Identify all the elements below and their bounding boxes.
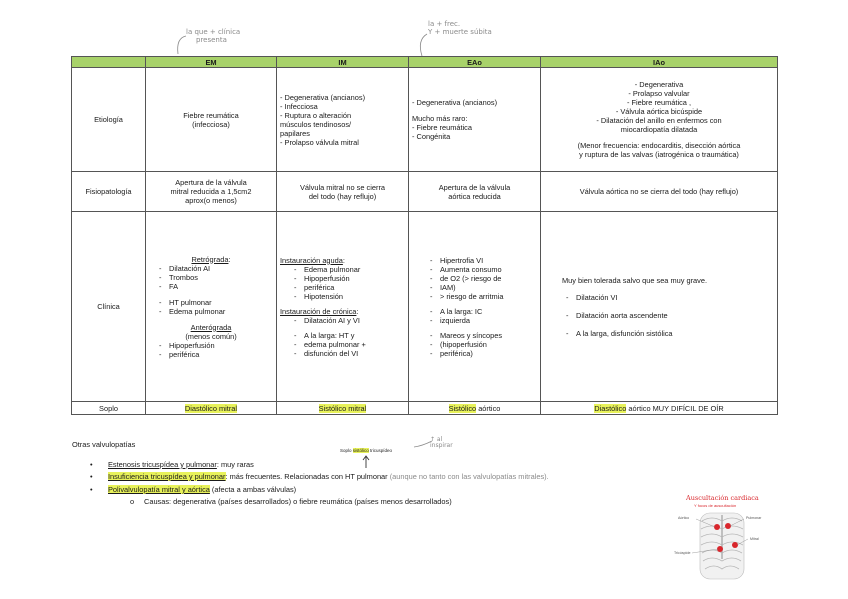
bullet-icon: • (90, 460, 93, 469)
list-item: - Dilatación AI y VI (290, 316, 405, 325)
soplo-eao: Sistólico aórtico (409, 402, 541, 415)
list-item: - Dilatación aorta ascendente (562, 311, 774, 320)
list-item: - Edema pulmonar (290, 265, 405, 274)
label-mitral: Mitral (750, 537, 759, 541)
eao-note: la + frec. Y + muerte súbita (428, 20, 492, 36)
list-item: - HT pulmonar (155, 298, 273, 307)
list-item: - Edema pulmonar (155, 307, 273, 316)
valvulopathy-table (71, 56, 778, 415)
row-fisiopatologia (72, 172, 778, 212)
row-label-clinica: Clínica (72, 212, 146, 402)
label-pulmonar: Pulmonar (746, 516, 762, 520)
row-etiologia (72, 68, 778, 172)
list-item: - Dilatación AI (155, 264, 273, 273)
row-label-etiologia: Etiología (72, 68, 146, 172)
otras-sub-item: o Causas: degenerativa (países desarrollados) o fiebre reumática (países menos desarrollados) (130, 497, 452, 506)
clinica-eao: - Hipertrofia VI - Aumenta consumo - de O2 (> riesgo de - IAM) - > riesgo de arritmia - A la larga: IC - izquierda - Mareos y síncopes - (hipoperfusión - periférica) (409, 212, 541, 402)
soplo-em: Diastólico mitral (146, 402, 277, 415)
etiologia-em: Fiebre reumática (infecciosa) (146, 68, 277, 172)
figure-subtitle: Y focos de auscultación (694, 503, 737, 508)
otras-item-3: • Polivalvulopatía mitral y aórtica (afecta a ambas válvulas) (90, 485, 297, 494)
otras-item-2: • Insuficiencia tricuspídea y pulmonar: más frecuentes. Relacionadas con HT pulmonar (aunque no tanto con las valvulopatías mitrales). (90, 472, 549, 481)
list-item: - Aumenta consumo (426, 265, 537, 274)
row-label-soplo: Soplo (72, 402, 146, 415)
row-soplo (72, 402, 778, 415)
otras-title: Otras valvulopatías (72, 440, 136, 449)
header-em: EM (146, 57, 277, 68)
clinica-iao: Muy bien tolerada salvo que sea muy grave. - Dilatación VI - Dilatación aorta ascendente - A la larga, disfunción sistólica (541, 212, 778, 402)
header-row (72, 57, 778, 68)
soplo-tricuspideo: Soplo sistólico tricuspídeo (340, 448, 393, 453)
otras-item-1: • Estenosis tricuspídea y pulmonar: muy raras (90, 460, 254, 469)
list-item: - Hipertrofia VI (426, 256, 537, 265)
soplo-im: Sistólico mitral (277, 402, 409, 415)
soplo-iao: Diastólico aórtico MUY DIFÍCIL DE OÍR (541, 402, 778, 415)
list-item: - Mareos y síncopes (426, 331, 537, 340)
auscultation-figure (672, 491, 772, 583)
etiologia-im: - Degenerativa (ancianos) - Infecciosa - Ruptura o alteración músculos tendinosos/ papilares - Prolapso válvula mitral (277, 68, 409, 172)
list-item: - A la larga: HT y (290, 331, 405, 340)
list-item: - > riesgo de arritmia (426, 292, 537, 301)
fisio-em: Apertura de la válvula mitral reducida a 1,5cm2 aprox(o menos) (146, 172, 277, 212)
clinica-em: Retrógrada: - Dilatación AI - Trombos - FA - HT pulmonar - Edema pulmonar Anterógrada (menos común) - Hipoperfusión - periférica (146, 212, 277, 402)
list-item: - Hipotensión (290, 292, 405, 301)
up-arrow-icon (362, 455, 370, 469)
clinica-im: Instauración aguda: - Edema pulmonar - Hipoperfusión - periférica - Hipotensión Instauración de crónica: - Dilatación AI y VI - A la larga: HT y - edema pulmonar + - disfunción del VI (277, 212, 409, 402)
ribcage-illustration (672, 509, 772, 583)
header-blank (72, 57, 146, 68)
insp-note: ↑ al inspirar (430, 436, 453, 449)
list-item: - Hipoperfusión (290, 274, 405, 283)
list-item: - A la larga, disfunción sistólica (562, 329, 774, 338)
header-eao: EAo (409, 57, 541, 68)
etiologia-eao: - Degenerativa (ancianos) Mucho más raro: - Fiebre reumática - Congénita (409, 68, 541, 172)
circle-bullet-icon: o (130, 497, 135, 506)
header-iao: IAo (541, 57, 778, 68)
eao-note-arrow (414, 32, 430, 58)
fisio-iao: Válvula aórtica no se cierra del todo (hay reflujo) (541, 172, 778, 212)
list-item: - Hipoperfusión (155, 341, 273, 350)
etiologia-iao: - Degenerativa - Prolapso valvular - Fiebre reumática , - Válvula aórtica bicúspide - Dilatación del anillo en enfermos con miocardiopatía dilatada (Menor frecuencia: endocarditis, disección aórtica y ruptura de las valvas (iatrogénica o traumática) (541, 68, 778, 172)
list-item: - FA (155, 282, 273, 291)
bullet-icon: • (90, 472, 93, 481)
label-aortico: Aórtico (678, 516, 690, 520)
header-im: IM (277, 57, 409, 68)
figure-title: Auscultación cardiaca (686, 494, 759, 502)
em-note: la que + clínica presenta (186, 28, 241, 44)
bullet-icon: • (90, 485, 93, 494)
list-item: - Trombos (155, 273, 273, 282)
fisio-eao: Apertura de la válvula aórtica reducida (409, 172, 541, 212)
list-item: - Dilatación VI (562, 293, 774, 302)
row-label-fisiopatologia: Fisiopatología (72, 172, 146, 212)
em-note-arrow (172, 34, 188, 56)
label-tricuspide: Tricúspide (674, 551, 691, 555)
list-item: - A la larga: IC (426, 307, 537, 316)
fisio-im: Válvula mitral no se cierra del todo (hay reflujo) (277, 172, 409, 212)
row-clinica (72, 212, 778, 402)
